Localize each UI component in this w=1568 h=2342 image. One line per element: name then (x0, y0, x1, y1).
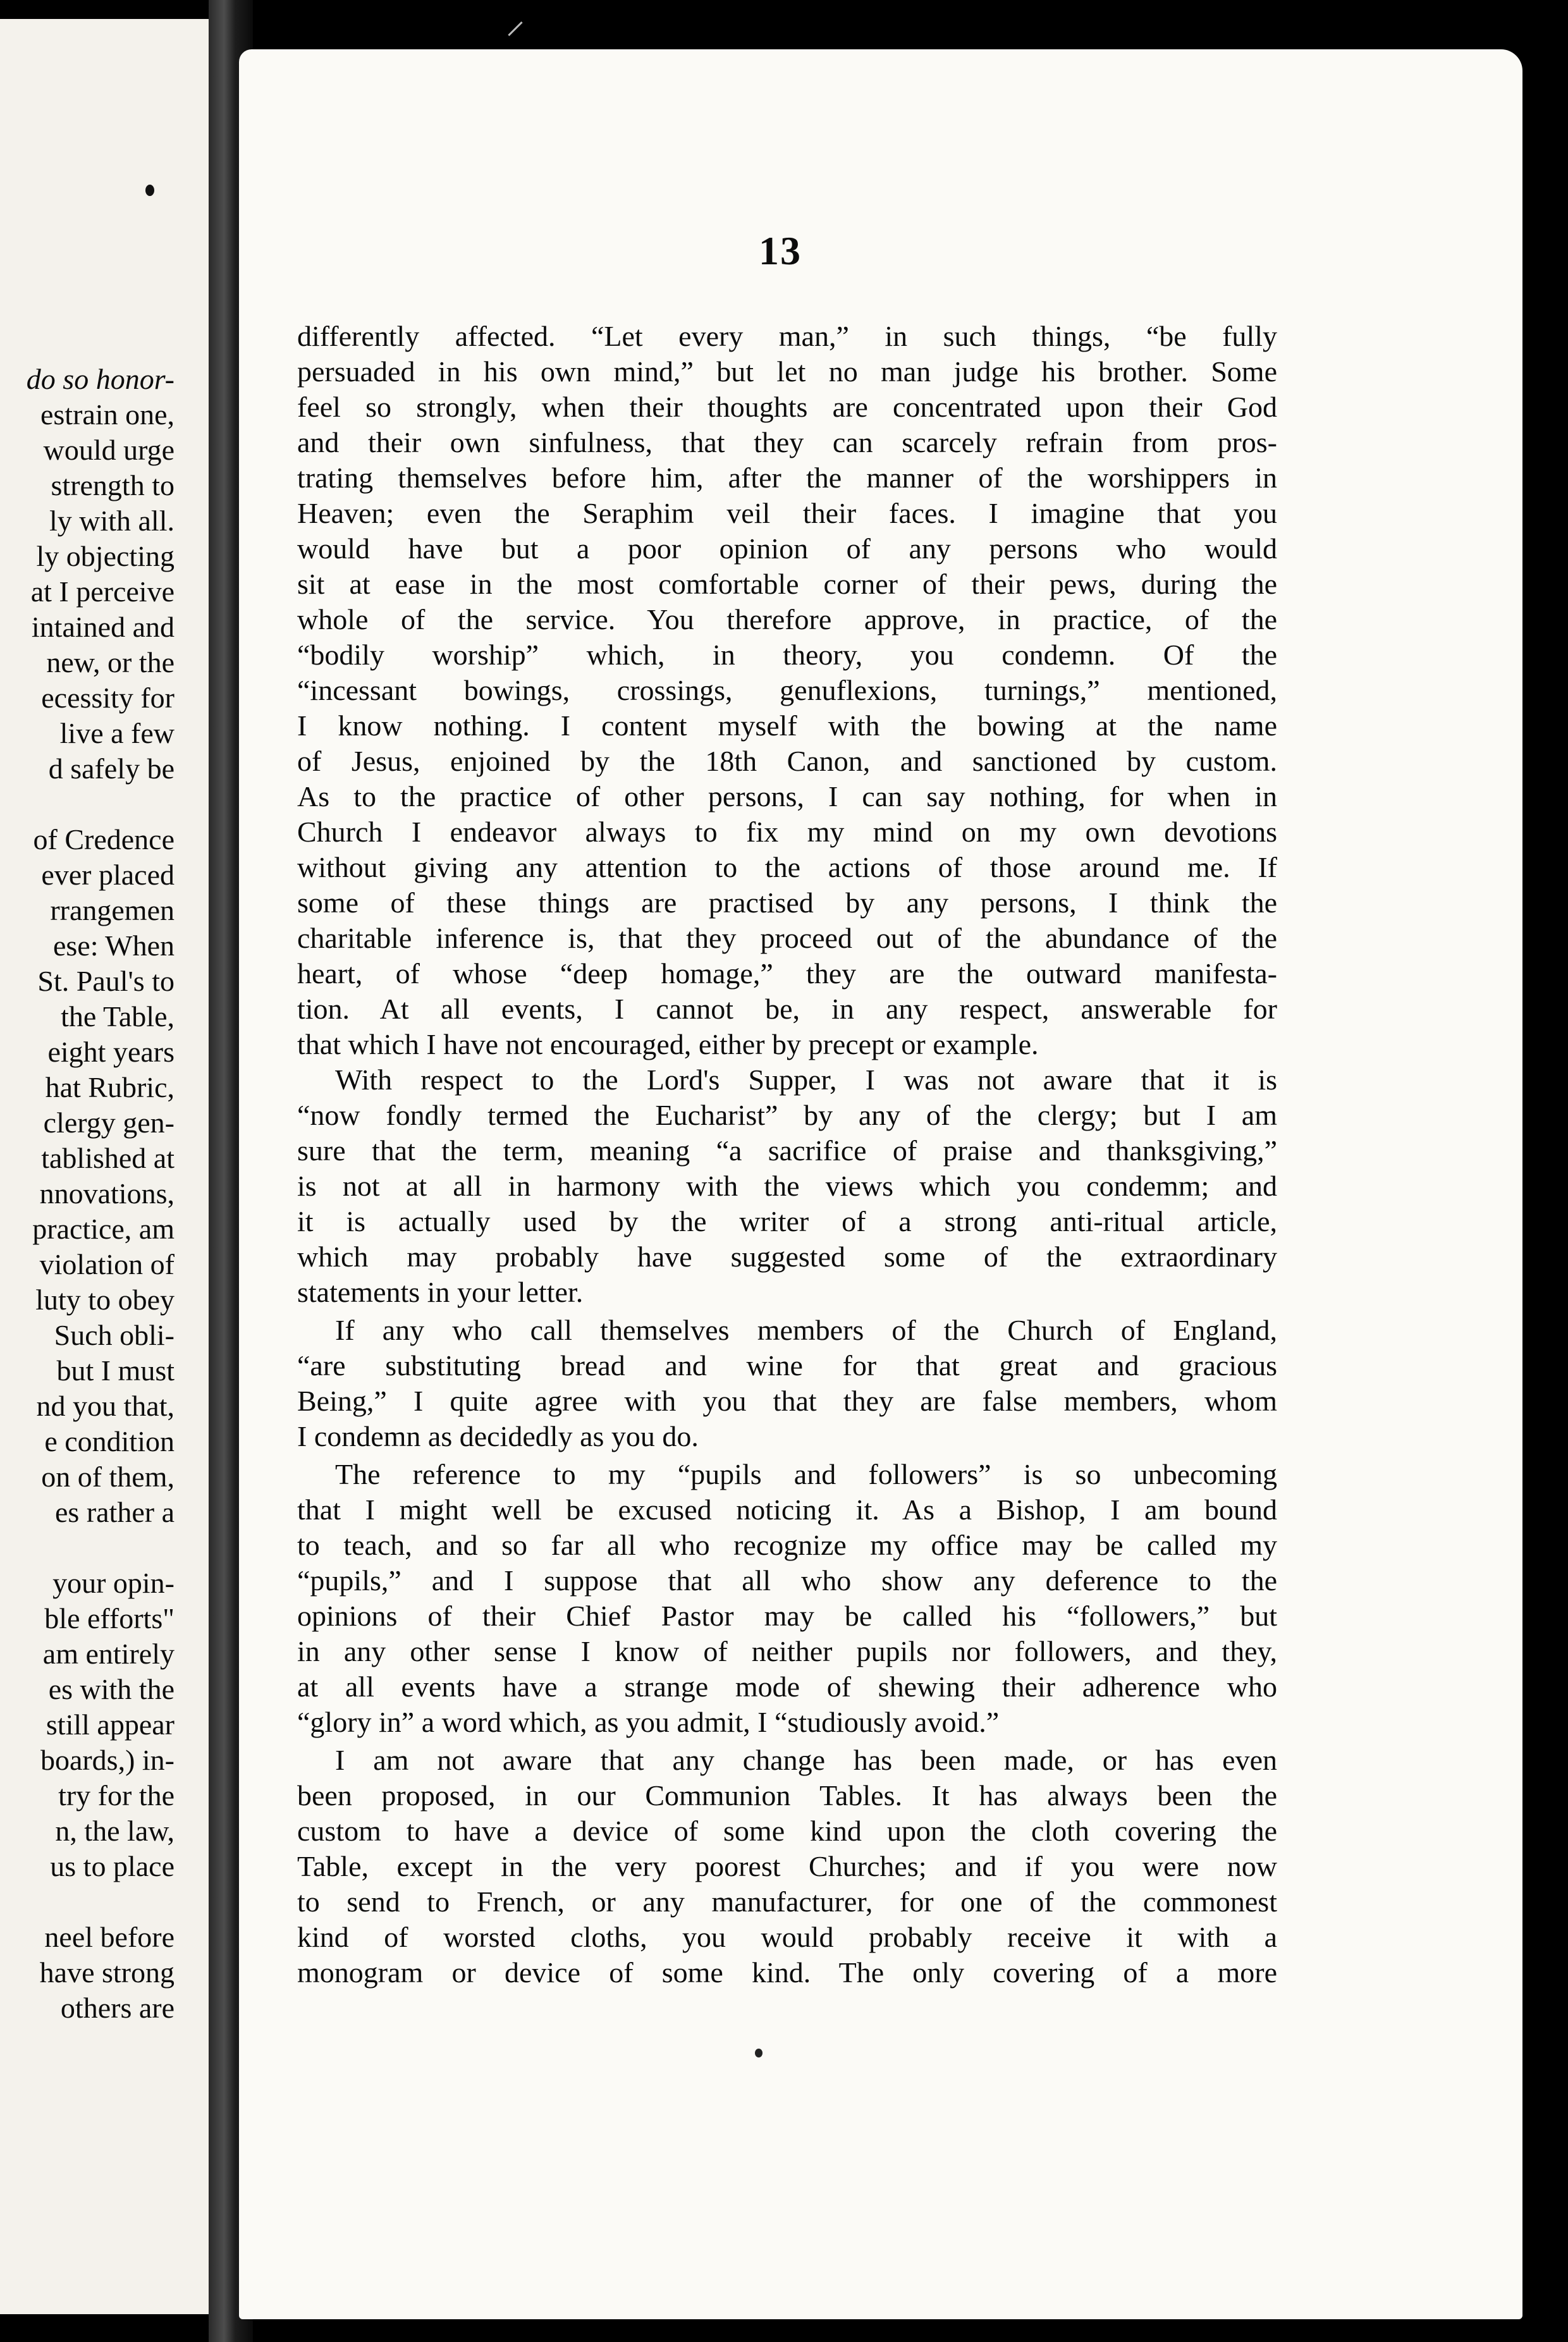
body-line: “incessant bowings, crossings, genuflexions, turnings,” mentioned, (297, 674, 1277, 706)
left-facing-page (0, 19, 209, 2314)
bullet-mark (145, 185, 154, 196)
body-line: to teach, and so far all who recognize my office may be called my (297, 1529, 1277, 1561)
left-line-37: still appear (46, 1708, 175, 1741)
left-line-30: e condition (44, 1425, 175, 1457)
left-line-31: on of them, (41, 1461, 175, 1493)
left-line-27: Such obli- (54, 1319, 175, 1351)
left-line-7: at I perceive (30, 575, 175, 608)
left-line-41: us to place (50, 1850, 175, 1882)
body-line: Church I endeavor always to fix my mind on my own devotions (297, 816, 1277, 848)
left-line-5: ly with all. (49, 505, 175, 537)
left-line-33: your opin- (52, 1567, 175, 1599)
body-line: “are substituting bread and wine for that great and gracious (297, 1349, 1277, 1382)
body-line: that I might well be excused noticing it. As a Bishop, I am bound (297, 1493, 1277, 1526)
left-line-35: am entirely (42, 1638, 175, 1670)
body-line: charitable inference is, that they proceed out of the abundance of the (297, 922, 1277, 954)
left-line-3: would urge (43, 434, 175, 466)
body-line: “bodily worship” which, in theory, you condemn. Of the (297, 639, 1277, 671)
left-line-36: es with the (48, 1673, 175, 1705)
body-line: differently affected. “Let every man,” in such things, “be fully (297, 320, 1277, 352)
left-line-16: ese: When (52, 929, 175, 962)
body-line: I condemn as decidedly as you do. (297, 1420, 699, 1452)
body-line: which may probably have suggested some of the extraordinary (297, 1241, 1277, 1273)
left-line-21: clergy gen- (43, 1107, 175, 1139)
body-line: without giving any attention to the actions of those around me. If (297, 851, 1277, 883)
left-line-17: St. Paul's to (37, 965, 175, 997)
body-line: The reference to my “pupils and followers” is so unbecoming (335, 1458, 1277, 1490)
left-line-42: neel before (44, 1921, 175, 1953)
body-line: trating themselves before him, after the manner of the worshippers in (297, 462, 1277, 494)
body-line: statements in your letter. (297, 1276, 584, 1308)
body-line: sure that the term, meaning “a sacrifice of praise and thanksgiving,” (297, 1134, 1277, 1167)
body-line: monogram or device of some kind. The only covering of a more (297, 1956, 1277, 1989)
body-line: custom to have a device of some kind upon the cloth covering the (297, 1815, 1277, 1847)
body-line: With respect to the Lord's Supper, I was not aware that it is (335, 1064, 1277, 1096)
body-line: heart, of whose “deep homage,” they are the outward manifesta- (297, 957, 1277, 990)
left-line-28: but I must (56, 1354, 175, 1387)
left-line-2: estrain one, (40, 398, 175, 431)
body-line: “now fondly termed the Eucharist” by any of the clergy; but I am (297, 1099, 1277, 1131)
left-line-40: n, the law, (55, 1815, 175, 1847)
left-line-43: have strong (39, 1956, 175, 1989)
body-line: kind of worsted cloths, you would probably receive it with a (297, 1921, 1277, 1953)
left-line-25: violation of (39, 1248, 175, 1280)
left-line-18: the Table, (61, 1000, 175, 1033)
body-line: I know nothing. I content myself with the bowing at the name (297, 709, 1277, 742)
left-line-29: nd you that, (36, 1390, 175, 1422)
body-line: “glory in” a word which, as you admit, I “studiously avoid.” (297, 1706, 1000, 1738)
body-line: If any who call themselves members of the Church of England, (335, 1314, 1277, 1346)
left-line-34: ble efforts" (44, 1602, 175, 1634)
body-line: is not at all in harmony with the views which you condemm; and (297, 1170, 1277, 1202)
scan-mark (508, 21, 522, 36)
left-line-4: strength to (51, 469, 175, 501)
body-line: it is actually used by the writer of a strong anti-ritual article, (297, 1205, 1277, 1237)
body-line: whole of the service. You therefore approve, in practice, of the (297, 603, 1277, 635)
body-line: “pupils,” and I suppose that all who show any deference to the (297, 1564, 1277, 1597)
body-line: at all events have a strange mode of shewing their adherence who (297, 1671, 1277, 1703)
left-line-11: live a few (59, 717, 175, 749)
body-line: to send to French, or any manufacturer, for one of the commonest (297, 1885, 1277, 1918)
left-line-24: practice, am (32, 1213, 175, 1245)
left-line-38: boards,) in- (40, 1744, 175, 1776)
body-line: and their own sinfulness, that they can scarcely refrain from pros- (297, 426, 1277, 458)
left-line-13: of Credence (33, 823, 175, 855)
left-line-23: nnovations, (39, 1177, 175, 1210)
left-line-19: eight years (47, 1036, 175, 1068)
body-line: Being,” I quite agree with you that they are false members, whom (297, 1385, 1277, 1417)
left-line-8: intained and (31, 611, 175, 643)
left-line-9: new, or the (46, 646, 175, 678)
left-line-32: es rather a (55, 1496, 175, 1528)
body-line: sit at ease in the most comfortable corner of their pews, during the (297, 568, 1277, 600)
footer-ornament (755, 2049, 763, 2057)
left-line-26: luty to obey (35, 1284, 175, 1316)
body-line: feel so strongly, when their thoughts are concentrated upon their God (297, 391, 1277, 423)
body-line: Heaven; even the Seraphim veil their faces. I imagine that you (297, 497, 1277, 529)
left-line-6: ly objecting (36, 540, 175, 572)
body-line: persuaded in his own mind,” but let no man judge his brother. Some (297, 355, 1277, 388)
body-line: been proposed, in our Communion Tables. It has always been the (297, 1779, 1277, 1812)
left-line-44: others are (60, 1992, 175, 2024)
left-line-10: ecessity for (41, 682, 175, 714)
body-line: I am not aware that any change has been made, or has even (335, 1744, 1277, 1776)
body-line: tion. At all events, I cannot be, in any respect, answerable for (297, 993, 1277, 1025)
body-line: Table, except in the very poorest Churches; and if you were now (297, 1850, 1277, 1882)
body-line: would have but a poor opinion of any persons who would (297, 532, 1277, 565)
body-line: in any other sense I know of neither pupils nor followers, and they, (297, 1635, 1277, 1667)
left-line-14: ever placed (41, 859, 175, 891)
left-line-1: do so honor- (26, 363, 175, 395)
left-line-15: rrangemen (50, 894, 175, 926)
body-line: some of these things are practised by any persons, I think the (297, 886, 1277, 919)
left-line-22: tablished at (41, 1142, 175, 1174)
body-line: opinions of their Chief Pastor may be called his “followers,” but (297, 1600, 1277, 1632)
body-line: As to the practice of other persons, I can say nothing, for when in (297, 780, 1277, 812)
left-line-20: hat Rubric, (45, 1071, 175, 1103)
body-line: of Jesus, enjoined by the 18th Canon, and sanctioned by custom. (297, 745, 1277, 777)
left-line-12: d safely be (48, 752, 175, 785)
body-line: that which I have not encouraged, either by precept or example. (297, 1028, 1039, 1060)
left-line-39: try for the (58, 1779, 175, 1812)
page-number: 13 (759, 228, 802, 273)
